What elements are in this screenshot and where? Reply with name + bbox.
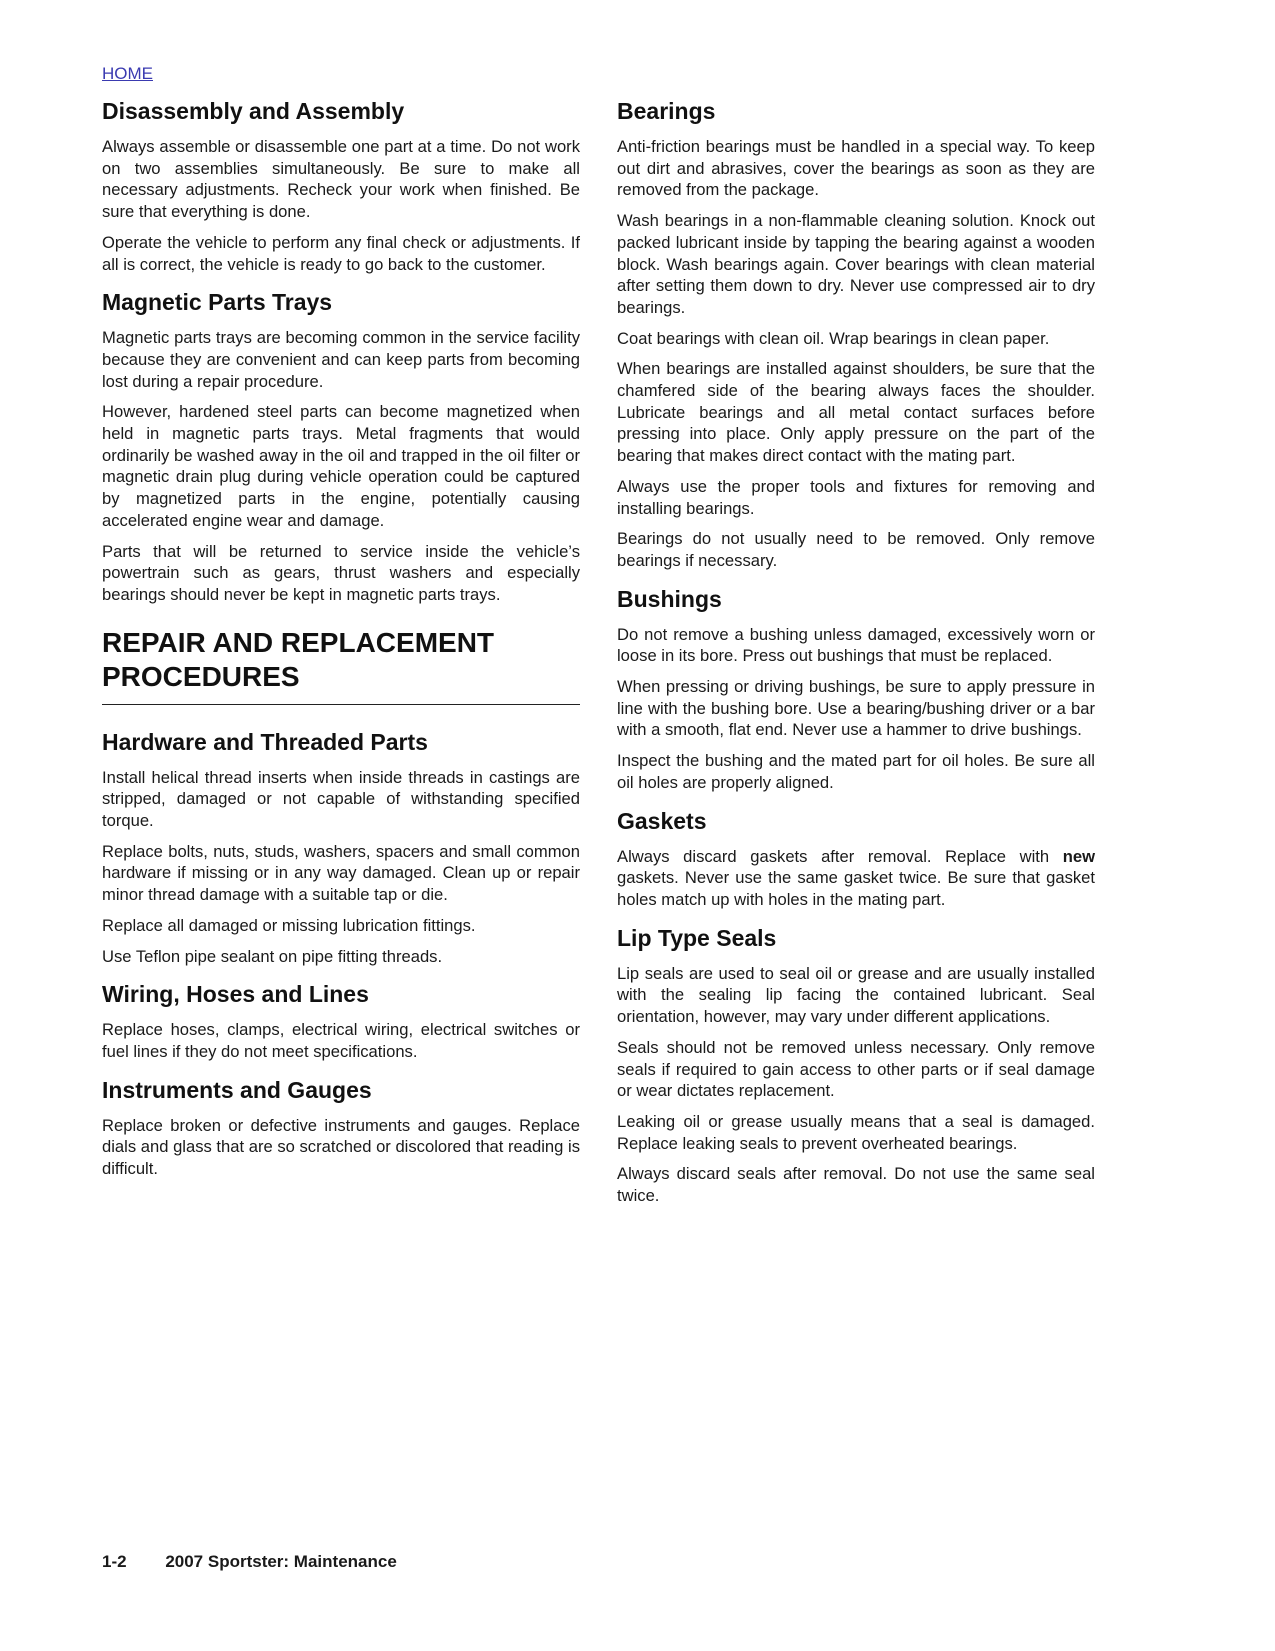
emphasis-new: new (1062, 846, 1095, 866)
paragraph: When bearings are installed against shoulders, be sure that the chamfered side of the bearing always faces the shoulder. Lubricate bearings and all metal contact surfaces before pressing into place. Only apply pressure on the part of the bearing that makes direct contact with the mating part. (617, 359, 1095, 466)
section-title: Bushings (617, 585, 722, 612)
paragraph: Bearings do not usually need to be removed. Only remove bearings if necessary. (617, 529, 1095, 570)
paragraph: Inspect the bushing and the mated part for oil holes. Be sure all oil holes are properly aligned. (617, 751, 1095, 792)
section-bushings (617, 584, 1095, 794)
paragraph: Coat bearings with clean oil. Wrap bearings in clean paper. (617, 328, 1050, 348)
paragraph: However, hardened steel parts can become magnetized when held in magnetic parts trays. Metal fragments that would ordinarily be washed away in the oil and trapped in the oil filter or magnetic drain plug during vehicle operation could be captured by magnetized parts in the engine, potentially causing accelerated engine wear and damage. (102, 402, 580, 530)
section-title: Instruments and Gauges (102, 1076, 372, 1103)
left-column (102, 96, 580, 1192)
section-title: Gaskets (617, 807, 707, 834)
paragraph: Replace hoses, clamps, electrical wiring, electrical switches or fuel lines if they do not meet specifications. (102, 1020, 580, 1061)
section-title: Magnetic Parts Trays (102, 289, 333, 316)
paragraph: Seals should not be removed unless necessary. Only remove seals if required to gain access to other parts or if seal damage or wear dictates replacement. (617, 1037, 1095, 1101)
section-title: Hardware and Threaded Parts (102, 728, 428, 755)
paragraph: Replace all damaged or missing lubrication fittings. (102, 915, 476, 935)
paragraph: Magnetic parts trays are becoming common in the service facility because they are convenient and can keep parts from becoming lost during a repair procedure. (102, 328, 580, 391)
paragraph: Install helical thread inserts when inside threads in castings are stripped, damaged or not capable of withstanding specified torque. (102, 767, 580, 831)
text-run: gaskets. Never use the same gasket twice. Be sure that gasket holes match up with holes in the mating part. (617, 868, 1095, 909)
right-column (617, 96, 1095, 1219)
section-hardware (102, 727, 580, 968)
section-gaskets (617, 806, 1095, 911)
paragraph: Replace bolts, nuts, studs, washers, spacers and small common hardware if missing or in any way damaged. Clean up or repair minor thread damage with a suitable tap or die. (102, 841, 580, 905)
paragraph: Parts that will be returned to service inside the vehicle’s powertrain such as gears, thrust washers and especially bearings should never be kept in magnetic parts trays. (102, 541, 580, 604)
section-magnetic-parts-trays (102, 287, 580, 605)
section-wiring (102, 979, 580, 1062)
page-number: 1-2 (102, 1552, 127, 1571)
paragraph: Leaking oil or grease usually means that a seal is damaged. Replace leaking seals to prevent overheated bearings. (617, 1111, 1095, 1153)
section-title: Lip Type Seals (617, 924, 777, 951)
paragraph: Do not remove a bushing unless damaged, excessively worn or loose in its bore. Press out bushings that must be replaced. (617, 624, 1095, 666)
section-instruments (102, 1075, 580, 1180)
section-bearings (617, 96, 1095, 572)
paragraph: Replace broken or defective instruments and gauges. Replace dials and glass that are so scratched or discolored that reading is difficult. (102, 1115, 580, 1179)
section-lip-type-seals (617, 923, 1095, 1207)
section-disassembly (102, 96, 580, 275)
paragraph (617, 846, 1095, 911)
page-footer (102, 1552, 397, 1572)
chapter-title-line2: PROCEDURES (102, 660, 300, 692)
text-run: Always discard gaskets after removal. Replace with (617, 846, 1063, 866)
paragraph: When pressing or driving bushings, be sure to apply pressure in line with the bushing bore. Use a bearing/bushing driver or a bar with a smooth, flat end. Never use a hammer to drive bushings. (617, 677, 1095, 740)
home-link[interactable]: HOME (102, 64, 153, 83)
paragraph: Always discard seals after removal. Do not use the same seal twice. (617, 1164, 1095, 1206)
chapter-title-line1: REPAIR AND REPLACEMENT (102, 626, 495, 658)
paragraph: Anti-friction bearings must be handled in a special way. To keep out dirt and abrasives, cover the bearings as soon as they are removed from the package. (617, 137, 1095, 200)
manual-title: 2007 Sportster: Maintenance (165, 1552, 397, 1571)
chapter-heading (102, 626, 580, 705)
paragraph: Always assemble or disassemble one part at a time. Do not work on two assemblies simultaneously. Be sure to make all necessary adjustments. Recheck your work when finished. Be sure that everything is done. (102, 137, 580, 222)
paragraph: Wash bearings in a non-flammable cleaning solution. Knock out packed lubricant inside by tapping the bearing against a wooden block. Wash bearings again. Cover bearings with clean material after setting them down to dry. Never use compressed air to dry bearings. (617, 211, 1095, 317)
section-title: Disassembly and Assembly (102, 98, 405, 124)
paragraph: Always use the proper tools and fixtures for removing and installing bearings. (617, 476, 1095, 518)
section-title: Wiring, Hoses and Lines (102, 981, 369, 1008)
section-title: Bearings (617, 98, 716, 124)
paragraph: Use Teflon pipe sealant on pipe fitting threads. (102, 946, 443, 966)
paragraph: Lip seals are used to seal oil or grease and are usually installed with the sealing lip facing the contained lubricant. Seal orientation, however, may vary under different applications. (617, 963, 1095, 1027)
paragraph: Operate the vehicle to perform any final check or adjustments. If all is correct, the vehicle is ready to go back to the customer. (102, 232, 580, 274)
